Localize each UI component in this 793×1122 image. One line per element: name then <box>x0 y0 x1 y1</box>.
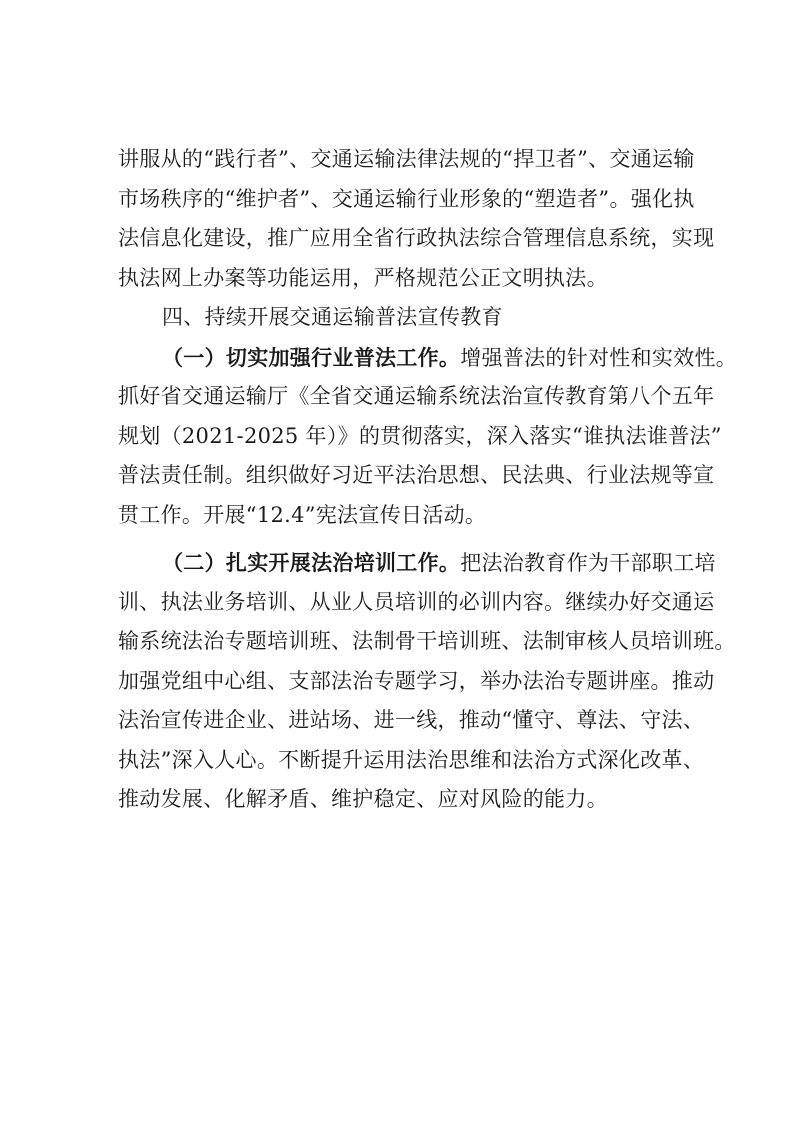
paragraph-line: 普法责任制。组织做好习近平法治思想、民法典、行业法规等宣 <box>118 463 715 487</box>
paragraph-line: 讲服从的“践行者”、交通运输法律法规的“捍卫者”、交通运输 <box>118 147 695 171</box>
item-first-line <box>118 338 738 378</box>
paragraph-line: 法信息化建设，推广应用全省行政执法综合管理信息系统，实现 <box>118 226 715 250</box>
paragraph-line: 规划（2021-2025 年）》的贯彻落实，深入落实“谁执法谁普法” <box>118 423 722 448</box>
paragraph-line: 执法网上办案等功能运用，严格规范公正文明执法。 <box>118 265 608 290</box>
item-title: （二）扎实开展法治培训工作。 <box>162 550 461 575</box>
item-first-line-text: 增强普法的针对性和实效性。 <box>460 345 738 370</box>
paragraph-line: 执法”深入人心。不断提升运用法治思维和法治方式深化改革、 <box>118 747 705 772</box>
item-title: （一）切实加强行业普法工作。 <box>162 344 461 370</box>
paragraph-line: 训、执法业务培训、从业人员培训的必训内容。继续办好交通运 <box>118 589 715 614</box>
document-page <box>118 140 738 820</box>
paragraph-line: 法治宣传进企业、进站场、进一线，推动“懂守、尊法、守法、 <box>118 708 705 732</box>
item-industry-publicity <box>118 338 738 536</box>
section-heading: 四、持续开展交通运输普法宣传教育 <box>162 305 503 329</box>
item-legal-training <box>118 543 736 820</box>
paragraph-line: 抓好省交通运输厅《全省交通运输系统法治宣传教育第八个五年 <box>118 384 715 408</box>
paragraph-line: 推动发展、化解矛盾、维护稳定、应对风险的能力。 <box>118 787 608 811</box>
paragraph-line: 加强党组中心组、支部法治专题学习，举办法治专题讲座。推动 <box>118 668 715 693</box>
item-first-line <box>118 543 716 583</box>
paragraph-line: 输系统法治专题培训班、法制骨干培训班、法制审核人员培训班。 <box>118 629 736 653</box>
item-first-line-text: 把法治教育作为干部职工培 <box>460 551 716 575</box>
paragraph-law-enforcement <box>118 140 715 298</box>
paragraph-line: 市场秩序的“维护者”、交通运输行业形象的“塑造者”。强化执 <box>118 186 695 211</box>
paragraph-line: 贯工作。开展“12.4”宪法宣传日活动。 <box>118 502 487 527</box>
